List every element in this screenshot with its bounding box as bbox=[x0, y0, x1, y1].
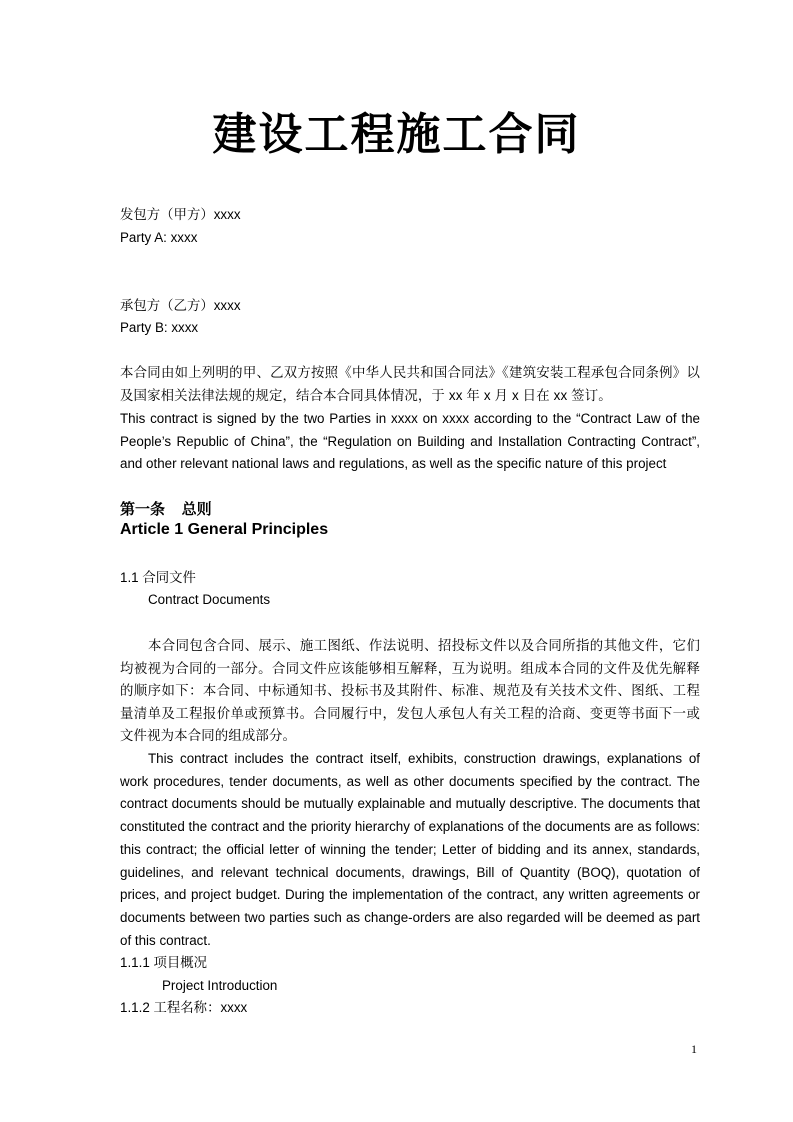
document-title: 建设工程施工合同 bbox=[212, 109, 581, 160]
section-1-1-heading-en: Contract Documents bbox=[148, 592, 271, 607]
article-1-heading-zh: 第一条 总则 bbox=[120, 501, 212, 518]
party-a-en: Party A: xxxx bbox=[120, 230, 198, 245]
section-1-1-1-heading-zh: 1.1.1 项目概况 bbox=[120, 955, 208, 970]
page-number: 1 bbox=[691, 1042, 697, 1056]
preamble-en: This contract is signed by the two Parties in xxxx on xxxx according to the “Contract Law of the People’s Republic of China”, the “Regulation on Building and Installation Contracting Contract”, and other relevant national laws and regulations, as well as the specific nature of this project bbox=[120, 411, 700, 472]
contract-documents-paragraph-en: This contract includes the contract itself, exhibits, construction drawings, explanations of work procedures, tender documents, as well as other documents specified by the contract. The contract documents should be mutually explainable and mutually descriptive. The documents that constituted the contract and the priority hierarchy of explanations of the documents are as follows: this contract; the official letter of winning the tender; Letter of bidding and its annex, standards, guidelines, and relevant technical documents, drawings, Bill of Quantity (BOQ), quotation of prices, and project budget. During the implementation of the contract, any written agreements or documents between two parties such as change-orders are also regarded will be deemed as part of this contract. bbox=[120, 751, 700, 948]
party-b-en: Party B: xxxx bbox=[120, 320, 199, 335]
section-1-1-1-heading-en: Project Introduction bbox=[162, 978, 278, 993]
article-1-heading-en: Article 1 General Principles bbox=[120, 521, 329, 538]
section-1-1-2-heading-zh: 1.1.2 工程名称：xxxx bbox=[120, 1000, 248, 1015]
party-b-zh: 承包方（乙方）xxxx bbox=[120, 298, 241, 313]
contract-documents-paragraph-zh: 本合同包含合同、展示、施工图纸、作法说明、招投标文件以及合同所指的其他文件，它们均被视为合同的一部分。合同文件应该能够相互解释，互为说明。组成本合同的文件及优先解释的顺序如下：本合同、中标通知书、投标书及其附件、标准、规范及有关技术文件、图纸、工程量清单及工程报价单或预算书。合同履行中，发包人承包人有关工程的洽商、变更等书面下一或文件视为本合同的组成部分。 bbox=[120, 638, 700, 744]
preamble-zh: 本合同由如上列明的甲、乙双方按照《中华人民共和国合同法》《建筑安装工程承包合同条例》以及国家相关法律法规的规定，结合本合同具体情况，于 xx 年 x 月 x 日在 xx 签订。 bbox=[120, 365, 700, 403]
party-a-zh: 发包方（甲方）xxxx bbox=[120, 207, 241, 222]
section-1-1-heading-zh: 1.1 合同文件 bbox=[120, 570, 196, 585]
